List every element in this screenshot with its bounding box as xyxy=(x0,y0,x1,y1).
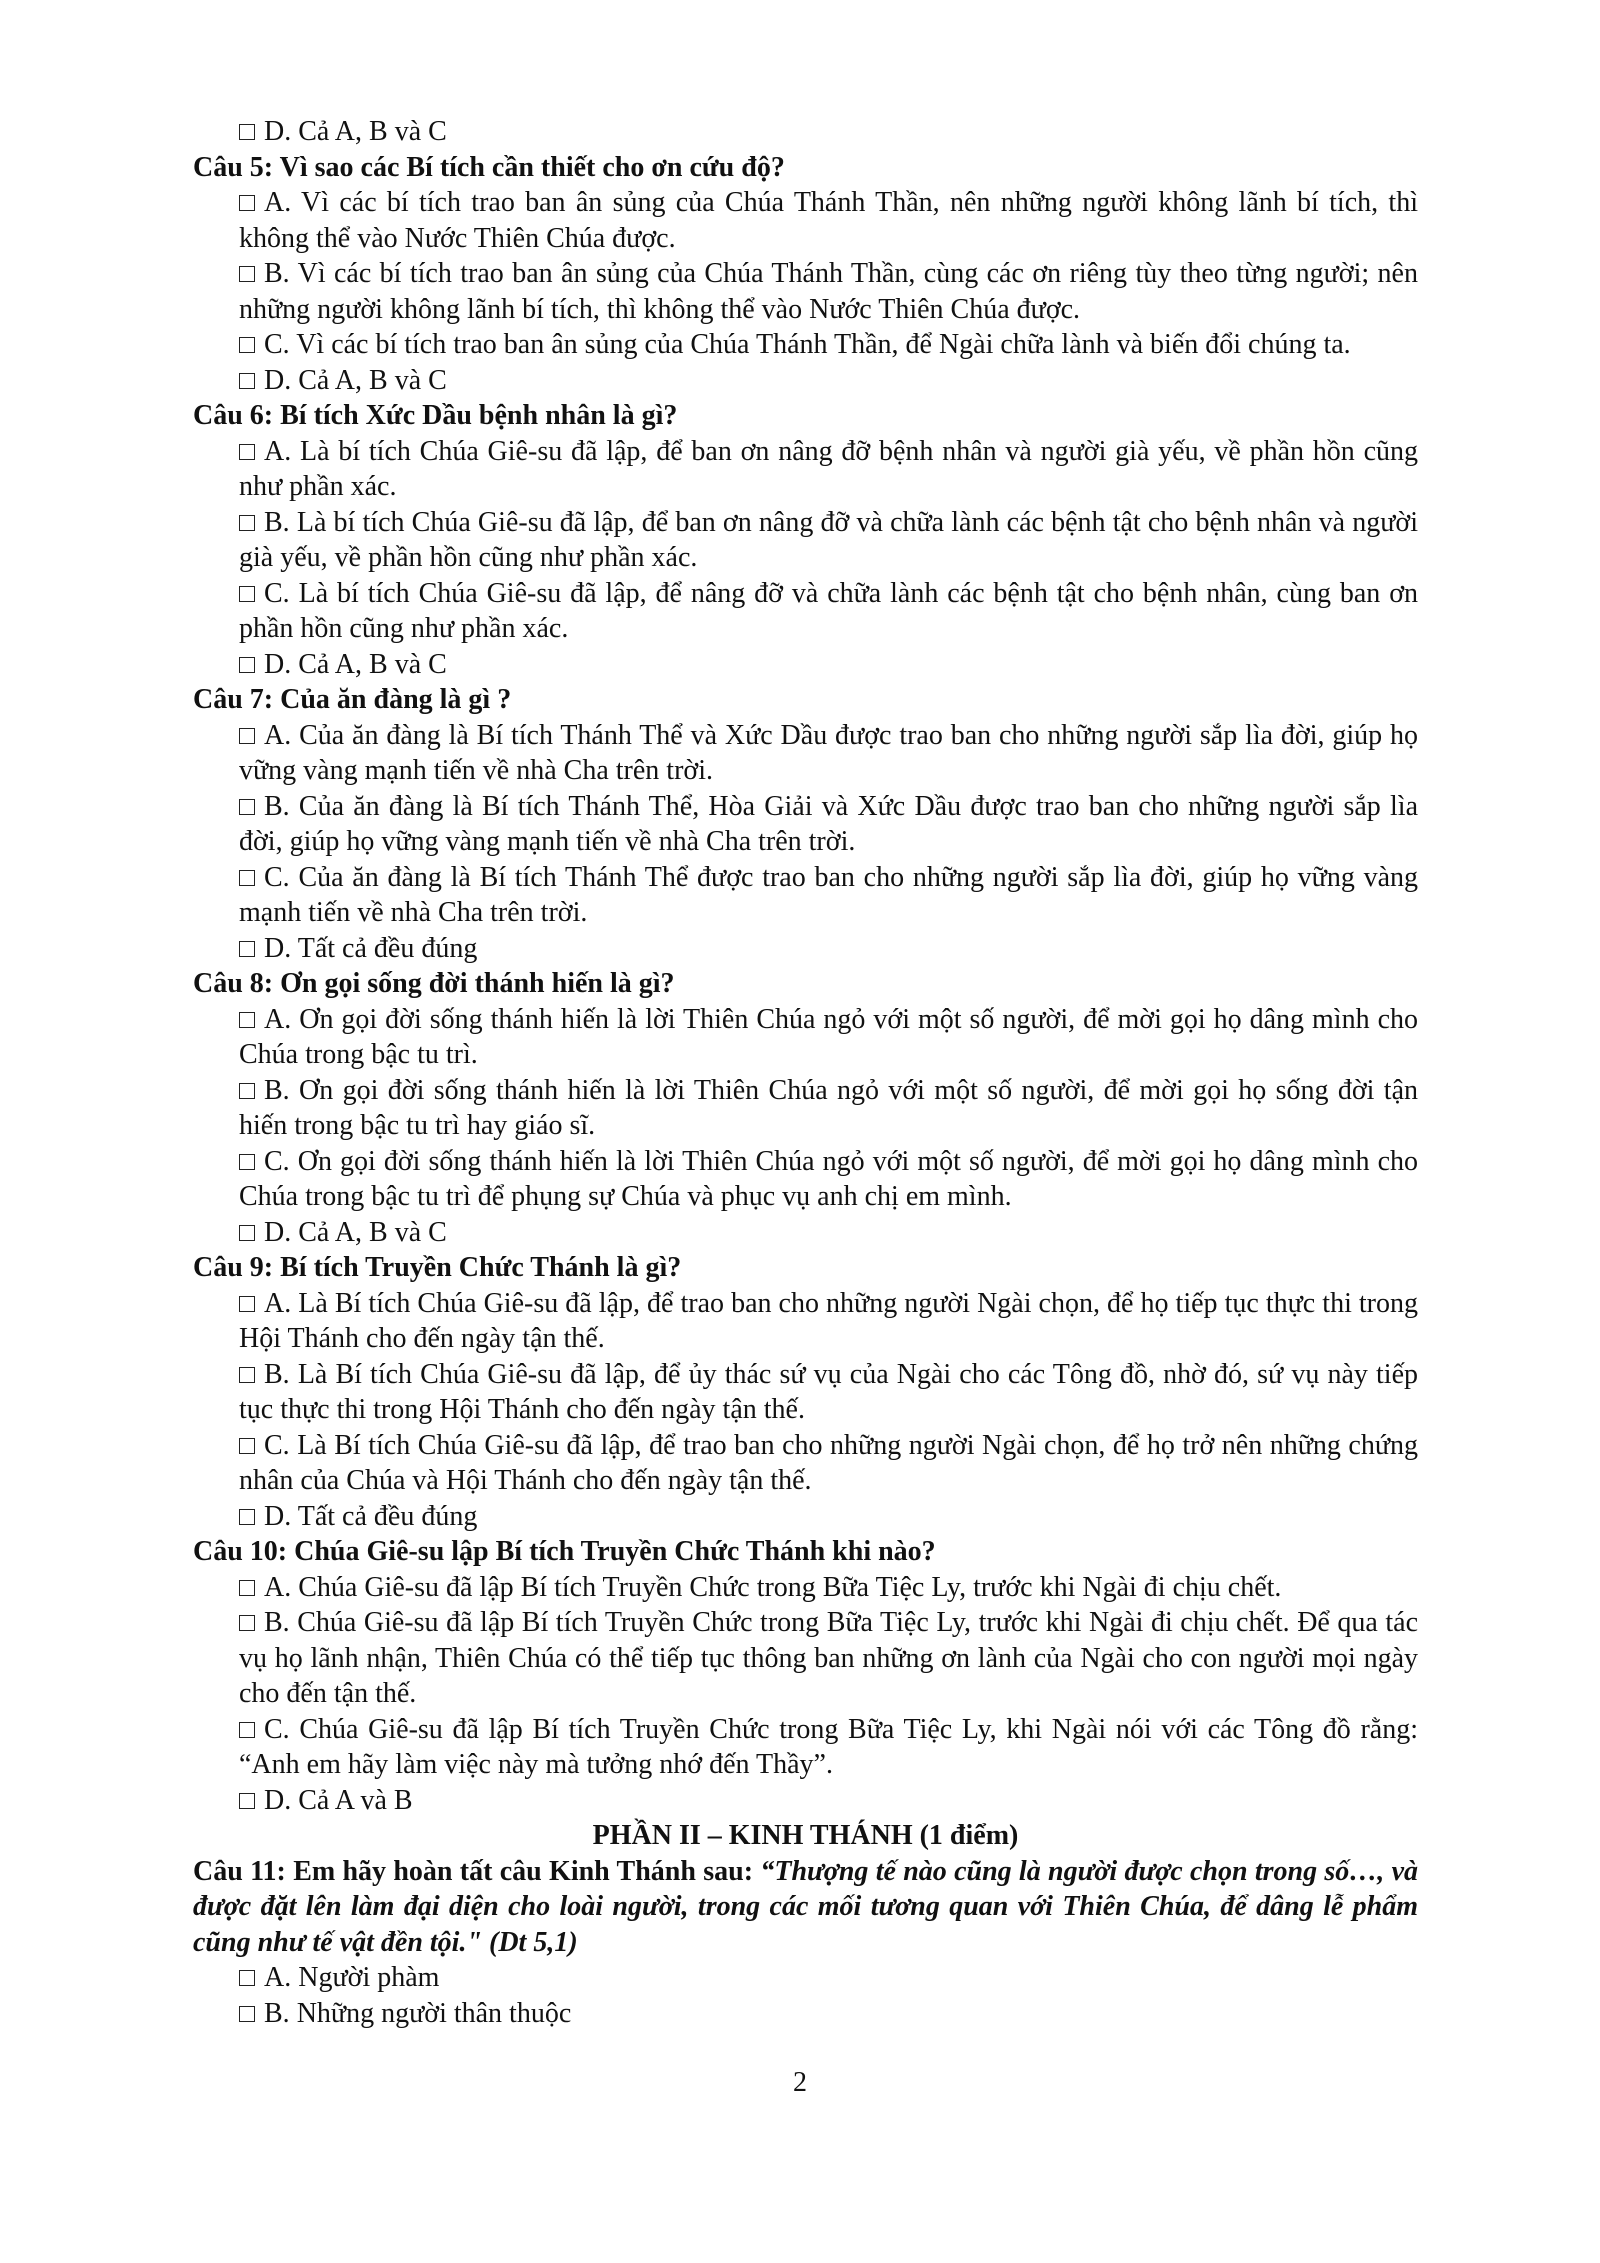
checkbox-square-icon[interactable] xyxy=(239,444,255,460)
option-checkbox-row[interactable] xyxy=(193,1605,1418,1712)
option-checkbox-row[interactable] xyxy=(193,1215,1418,1251)
option-checkbox-row[interactable] xyxy=(193,860,1418,931)
question-text: Của ăn đàng là gì ? xyxy=(280,684,512,715)
option-checkbox-row[interactable] xyxy=(193,1357,1418,1428)
option-letter: C. xyxy=(264,329,290,360)
option-text: Tất cả đều đúng xyxy=(297,932,478,964)
checkbox-square-icon[interactable] xyxy=(239,195,255,211)
option-letter: D. xyxy=(264,364,292,396)
option-letter: A. xyxy=(264,1287,292,1319)
option-text: Ơn gọi đời sống thánh hiến là lời Thiên Chúa ngỏ với một số người, để mời gọi họ dâng mình cho Chúa trong bậc tu trì. xyxy=(239,1003,1418,1070)
option-checkbox-row[interactable] xyxy=(193,647,1418,683)
option-text: Chúa Giê-su đã lập Bí tích Truyền Chức trong Bữa Tiệc Ly, khi Ngài nói với các Tông đồ rằng: “Anh em hãy làm việc này mà tưởng nhớ đến Thầy”. xyxy=(239,1713,1419,1780)
question-label: Câu 10: xyxy=(193,1536,288,1567)
checkbox-square-icon[interactable] xyxy=(239,1438,255,1454)
checkbox-square-icon[interactable] xyxy=(239,1722,255,1738)
checkbox-square-icon[interactable] xyxy=(239,1154,255,1170)
scripture-quote: “Thượng tế nào cũng là người được chọn trong số…, và được đặt lên làm đại diện cho loài người, trong các mối tương quan với Thiên Chúa, để dâng lễ phẩm cũng như tế vật đền tội." (Dt 5,1) xyxy=(193,1855,1419,1958)
option-text: Là bí tích Chúa Giê-su đã lập, để ban ơn nâng đỡ và chữa lành các bệnh tật cho bệnh nhân và người già yếu, về phần hồn cũng như phần xác. xyxy=(239,506,1418,573)
option-letter: C. xyxy=(264,577,290,609)
question-heading xyxy=(193,398,1418,434)
option-text: Ơn gọi đời sống thánh hiến là lời Thiên Chúa ngỏ với một số người, để mời gọi họ dâng mình cho Chúa trong bậc tu trì để phụng sự Chúa và phục vụ anh chị em mình. xyxy=(239,1145,1419,1212)
option-text: Cả A, B và C xyxy=(298,364,447,396)
option-text: Của ăn đàng là Bí tích Thánh Thể được trao ban cho những người sắp lìa đời, giúp họ vững vàng mạnh tiến về nhà Cha trên trời. xyxy=(239,861,1419,928)
option-text: Chúa Giê-su đã lập Bí tích Truyền Chức trong Bữa Tiệc Ly, trước khi Ngài đi chịu chết. Để qua tác vụ họ lãnh nhận, Thiên Chúa có thể tiếp tục thông ban những ơn lành của Ngài cho con người mọi ngày cho đến tận thế. xyxy=(239,1607,1418,1709)
checkbox-square-icon[interactable] xyxy=(239,586,255,602)
option-text: Chúa Giê-su đã lập Bí tích Truyền Chức trong Bữa Tiệc Ly, trước khi Ngài đi chịu chết. xyxy=(298,1571,1282,1603)
checkbox-square-icon[interactable] xyxy=(239,1970,255,1986)
checkbox-square-icon[interactable] xyxy=(239,870,255,886)
option-letter: D. xyxy=(264,1216,292,1248)
option-letter: C. xyxy=(264,1145,290,1177)
option-checkbox-row[interactable] xyxy=(193,505,1418,576)
option-text: Là bí tích Chúa Giê-su đã lập, để nâng đỡ và chữa lành các bệnh tật cho bệnh nhân, cùng ban ơn phần hồn cũng như phần xác. xyxy=(239,577,1419,644)
option-letter: A. xyxy=(264,1962,292,1993)
option-text: Vì các bí tích trao ban ân sủng của Chúa Thánh Thần, để Ngài chữa lành và biến đổi chúng ta. xyxy=(296,329,1351,360)
checkbox-square-icon[interactable] xyxy=(239,728,255,744)
option-checkbox-row[interactable] xyxy=(193,576,1418,647)
checkbox-square-icon[interactable] xyxy=(239,1615,255,1631)
question-text: Bí tích Xức Dầu bệnh nhân là gì? xyxy=(280,400,678,431)
option-letter: B. xyxy=(264,1607,290,1638)
option-checkbox-row[interactable] xyxy=(193,185,1418,256)
option-checkbox-row[interactable] xyxy=(193,1570,1418,1606)
checkbox-square-icon[interactable] xyxy=(239,1793,255,1809)
question-text: Ơn gọi sống đời thánh hiến là gì? xyxy=(280,968,675,999)
question-heading xyxy=(193,1534,1418,1570)
option-letter: D. xyxy=(264,1500,292,1532)
section-heading: PHẦN II – KINH THÁNH (1 điểm) xyxy=(592,1820,1019,1851)
option-text: Của ăn đàng là Bí tích Thánh Thể, Hòa Giải và Xức Dầu được trao ban cho những người sắp lìa đời, giúp họ vững vàng mạnh tiến về nhà Cha trên trời. xyxy=(239,790,1418,857)
option-checkbox-row[interactable] xyxy=(193,1712,1418,1783)
option-letter: D. xyxy=(264,116,292,147)
option-letter: B. xyxy=(264,1358,290,1390)
checkbox-square-icon[interactable] xyxy=(239,1367,255,1383)
checkbox-square-icon[interactable] xyxy=(239,1509,255,1525)
question-heading xyxy=(193,1250,1418,1286)
checkbox-square-icon[interactable] xyxy=(239,1580,255,1596)
question-text: Vì sao các Bí tích cần thiết cho ơn cứu độ? xyxy=(279,151,785,183)
option-checkbox-row[interactable] xyxy=(193,1073,1418,1144)
option-checkbox-row[interactable] xyxy=(193,718,1418,789)
checkbox-square-icon[interactable] xyxy=(239,1012,255,1028)
option-letter: B. xyxy=(264,1074,290,1106)
option-letter: B. xyxy=(264,790,290,822)
option-letter: A. xyxy=(264,1571,292,1603)
option-text: Cả A, B và C xyxy=(298,1216,447,1248)
option-checkbox-row[interactable] xyxy=(193,363,1418,399)
option-text: Là Bí tích Chúa Giê-su đã lập, để ủy thác sứ vụ của Ngài cho các Tông đồ, nhờ đó, sứ vụ này tiếp tục thực thi trong Hội Thánh cho đến ngày tận thế. xyxy=(239,1358,1418,1425)
option-letter: A. xyxy=(264,719,292,751)
option-text: Cả A, B và C xyxy=(298,648,447,680)
option-letter: B. xyxy=(264,258,290,289)
option-letter: A. xyxy=(264,1003,292,1035)
option-checkbox-row[interactable] xyxy=(193,1002,1418,1073)
option-text: Vì các bí tích trao ban ân sủng của Chúa Thánh Thần, cùng các ơn riêng tùy theo từng người; nên những người không lãnh bí tích, thì không thể vào Nước Thiên Chúa được. xyxy=(239,258,1418,325)
checkbox-square-icon[interactable] xyxy=(239,941,255,957)
question-heading xyxy=(193,682,1418,718)
option-text: Là bí tích Chúa Giê-su đã lập, để ban ơn nâng đỡ bệnh nhân và người già yếu, về phần hồn cũng như phần xác. xyxy=(239,435,1419,502)
option-letter: C. xyxy=(264,1713,290,1745)
option-letter: D. xyxy=(264,1784,292,1816)
question-label: Câu 11: xyxy=(193,1855,286,1887)
page-content xyxy=(193,114,1418,2031)
question-heading xyxy=(193,1854,1418,1961)
option-text: Ơn gọi đời sống thánh hiến là lời Thiên Chúa ngỏ với một số người, để mời gọi họ sống đời tận hiến trong bậc tu trì hay giáo sĩ. xyxy=(239,1074,1418,1141)
option-text: Tất cả đều đúng xyxy=(297,1500,478,1532)
option-text: Những người thân thuộc xyxy=(296,1997,572,2029)
question-label: Câu 9: xyxy=(193,1252,274,1283)
option-checkbox-row[interactable] xyxy=(193,327,1418,363)
option-text: Là Bí tích Chúa Giê-su đã lập, để trao ban cho những người Ngài chọn, để họ tiếp tục thực thi trong Hội Thánh cho đến ngày tận thế. xyxy=(239,1287,1419,1354)
question-label: Câu 6: xyxy=(193,400,274,431)
option-letter: D. xyxy=(264,932,292,964)
question-label: Câu 5: xyxy=(193,151,274,183)
option-letter: C. xyxy=(264,1429,290,1461)
option-letter: C. xyxy=(264,861,290,893)
question-text: Chúa Giê-su lập Bí tích Truyền Chức Thánh khi nào? xyxy=(294,1536,936,1567)
option-checkbox-row[interactable] xyxy=(193,789,1418,860)
question-text: Bí tích Truyền Chức Thánh là gì? xyxy=(280,1252,682,1283)
question-text: Em hãy hoàn tất câu Kinh Thánh sau: xyxy=(293,1855,754,1887)
option-checkbox-row[interactable] xyxy=(193,1286,1418,1357)
option-checkbox-row[interactable] xyxy=(193,1428,1418,1499)
option-text: Người phàm xyxy=(298,1962,440,1993)
page-number: 2 xyxy=(793,2067,807,2098)
question-heading xyxy=(193,966,1418,1002)
option-text: Là Bí tích Chúa Giê-su đã lập, để trao ban cho những người Ngài chọn, để họ trở nên những chứng nhân của Chúa và Hội Thánh cho đến ngày tận thế. xyxy=(239,1429,1418,1496)
option-checkbox-row[interactable] xyxy=(193,1996,1418,2032)
checkbox-square-icon[interactable] xyxy=(239,515,255,531)
option-letter: B. xyxy=(264,506,290,538)
question-heading xyxy=(193,150,1418,186)
option-checkbox-row[interactable] xyxy=(193,1960,1418,1996)
option-checkbox-row[interactable] xyxy=(193,256,1418,327)
question-label: Câu 8: xyxy=(193,968,274,999)
option-text: Của ăn đàng là Bí tích Thánh Thể và Xức Dầu được trao ban cho những người sắp lìa đời, giúp họ vững vàng mạnh tiến về nhà Cha trên trời. xyxy=(239,719,1419,786)
option-letter: B. xyxy=(264,1997,290,2029)
checkbox-square-icon[interactable] xyxy=(239,1296,255,1312)
checkbox-square-icon[interactable] xyxy=(239,266,255,282)
checkbox-square-icon[interactable] xyxy=(239,799,255,815)
checkbox-square-icon[interactable] xyxy=(239,337,255,353)
option-checkbox-row[interactable] xyxy=(193,434,1418,505)
checkbox-square-icon[interactable] xyxy=(239,2006,255,2022)
checkbox-square-icon[interactable] xyxy=(239,1225,255,1241)
option-checkbox-row[interactable] xyxy=(193,1499,1418,1535)
option-letter: D. xyxy=(264,648,292,680)
option-text: Cả A, B và C xyxy=(298,116,447,147)
option-letter: A. xyxy=(264,187,292,218)
checkbox-square-icon[interactable] xyxy=(239,373,255,389)
checkbox-square-icon[interactable] xyxy=(239,657,255,673)
option-letter: A. xyxy=(264,435,292,467)
option-checkbox-row[interactable] xyxy=(193,1144,1418,1215)
option-checkbox-row[interactable] xyxy=(193,1783,1418,1819)
question-label: Câu 7: xyxy=(193,684,274,715)
option-text: Cả A và B xyxy=(298,1784,413,1816)
option-checkbox-row[interactable] xyxy=(193,931,1418,967)
checkbox-square-icon[interactable] xyxy=(239,1083,255,1099)
checkbox-square-icon[interactable] xyxy=(239,124,255,140)
option-checkbox-row[interactable] xyxy=(193,114,1418,150)
option-text: Vì các bí tích trao ban ân sủng của Chúa Thánh Thần, nên những người không lãnh bí tích, thì không thể vào Nước Thiên Chúa được. xyxy=(239,187,1418,254)
